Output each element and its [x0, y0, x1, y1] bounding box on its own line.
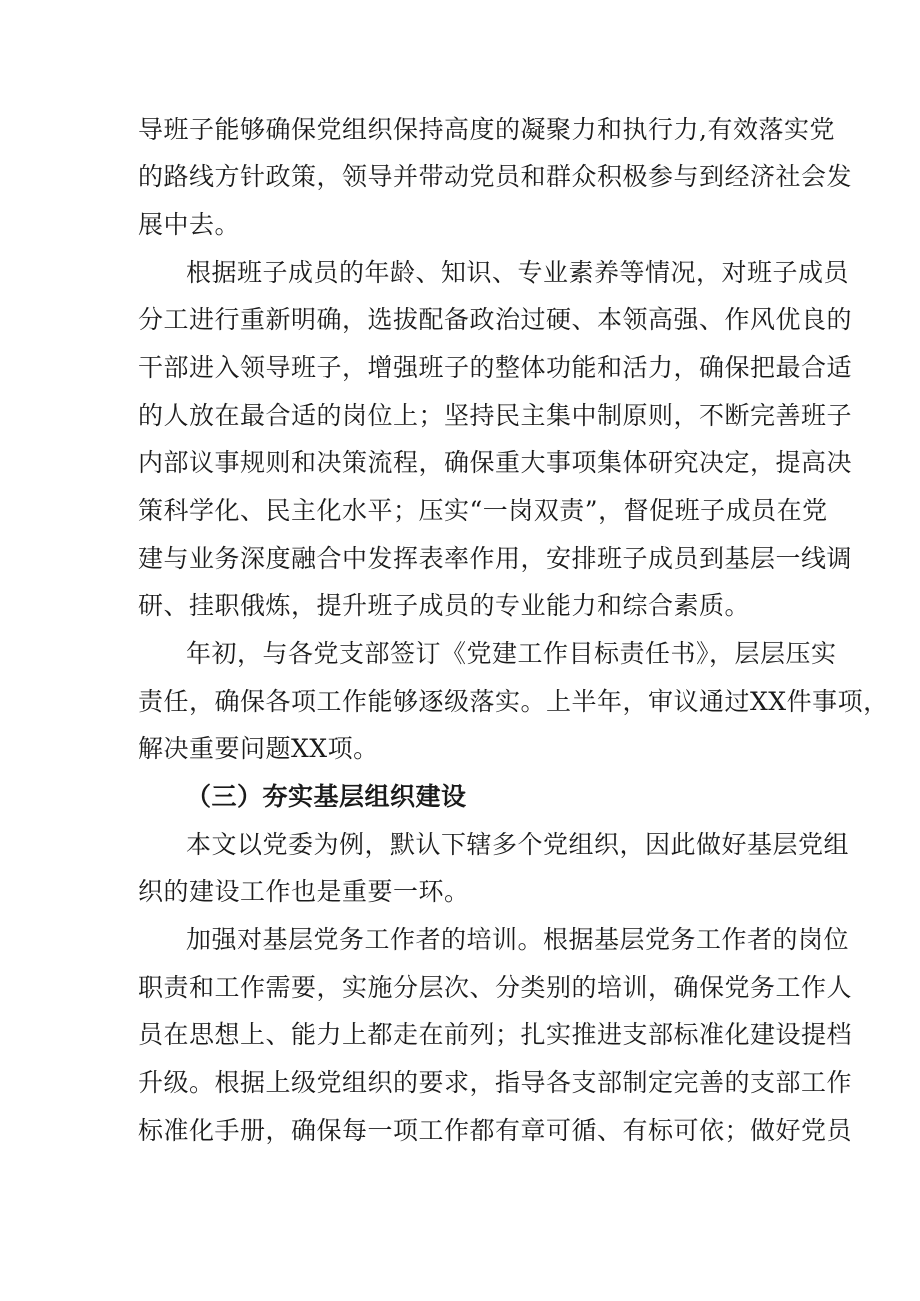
paragraph-2-line-7: 建与业务深度融合中发挥表率作用，安排班子成员到基层一线调: [138, 544, 853, 573]
paragraph-5-line-4: 升级。根据上级党组织的要求，指导各支部制定完善的支部工作: [138, 1068, 853, 1097]
paragraph-4-line-2: 织的建设工作也是重要一环。: [138, 877, 470, 906]
paragraph-2-line-4: 的人放在最合适的岗位上；坚持民主集中制原则，不断完善班子: [138, 401, 853, 430]
paragraph-2-line-3: 干部进入领导班子，增强班子的整体功能和活力，确保把最合适: [138, 353, 853, 382]
paragraph-5-line-2: 职责和工作需要，实施分层次、分类别的培训，确保党务工作人: [138, 973, 853, 1002]
paragraph-1-line-1: 导班子能够确保党组织保持高度的凝聚力和执行力,有效落实党: [138, 115, 835, 144]
paragraph-4-line-1: 本文以党委为例，默认下辖多个党组织，因此做好基层党组: [186, 830, 850, 859]
paragraph-2-line-1: 根据班子成员的年龄、知识、专业素养等情况，对班子成员: [186, 258, 850, 287]
paragraph-3-line-1: 年初，与各党支部签订《党建工作目标责任书》，层层压实: [186, 639, 837, 668]
paragraph-3-line-2: 责任，确保各项工作能够逐级落实。上半年，审议通过XX件事项，: [138, 687, 889, 716]
paragraph-3-line-3: 解决重要问题XX项。: [138, 734, 379, 763]
paragraph-2-line-6: 策科学化、民主化水平；压实“一岗双责”，督促班子成员在党: [138, 496, 828, 525]
paragraph-2-line-8: 研、挂职俄炼，提升班子成员的专业能力和综合素质。: [138, 591, 751, 620]
paragraph-1-line-2: 的路线方针政策，领导并带动党员和群众积极参与到经济社会发: [138, 162, 853, 191]
paragraph-5-line-1: 加强对基层党务工作者的培训。根据基层党务工作者的岗位: [186, 925, 850, 954]
section-heading: （三）夯实基层组织建设: [186, 782, 467, 811]
paragraph-5-line-5: 标准化手册，确保每一项工作都有章可循、有标可依；做好党员: [138, 1116, 853, 1145]
paragraph-1-line-3: 展中去。: [138, 210, 241, 239]
paragraph-5-line-3: 员在思想上、能力上都走在前列；扎实推进支部标准化建设提档: [138, 1020, 853, 1049]
paragraph-2-line-2: 分工进行重新明确，选拔配备政治过硬、本领高强、作风优良的: [138, 305, 853, 334]
paragraph-2-line-5: 内部议事规则和决策流程，确保重大事项集体研究决定，提高决: [138, 448, 853, 477]
